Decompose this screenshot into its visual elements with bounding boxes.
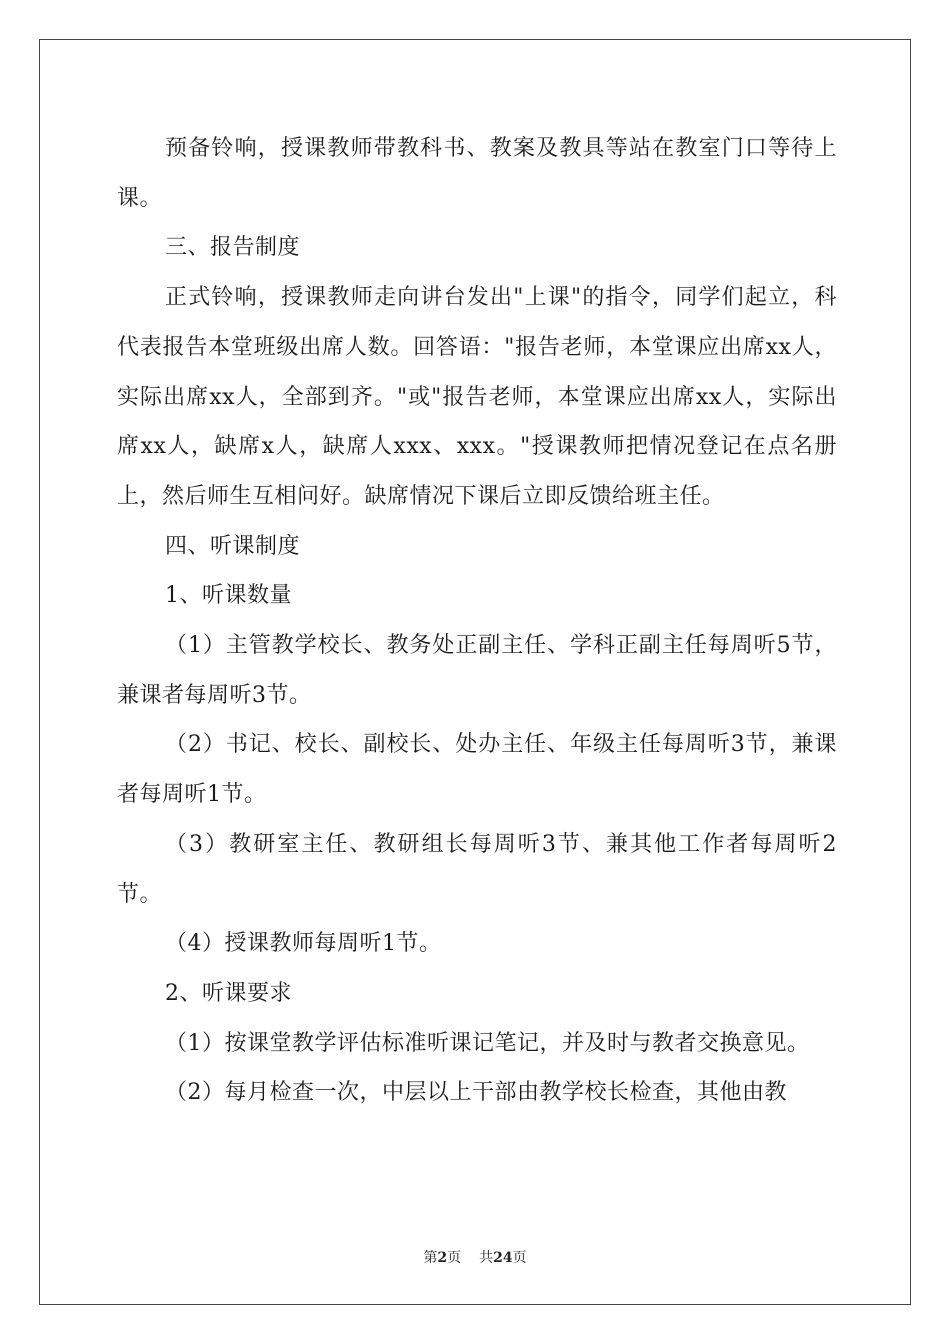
document-body [117, 124, 837, 1118]
total-suffix: 页 [512, 1250, 527, 1266]
list-item-2: （2）书记、校长、副校长、处办主任、年级主任每周听3节，兼课者每周听1节。 [117, 732, 837, 808]
requirement-item-2: （2）每月检查一次，中层以上干部由教学校长检查，其他由教 [165, 1080, 787, 1106]
section-heading-observation: 四、听课制度 [165, 533, 301, 559]
list-item-4: （4）授课教师每周听1节。 [165, 931, 442, 957]
paragraph-report-detail: 正式铃响，授课教师走向讲台发出"上课"的指令，同学们起立，科代表报告本堂班级出席人数。回答语："报告老师，本堂课应出席xx人，实际出席xx人，全部到齐。"或"报告老师，本堂课应出席xx人，实际出席xx人，缺席x人，缺席人xxx、xxx。"授课教师把情况登记在点名册上，然后师生互相问好。缺席情况下课后立即反馈给班主任。 [117, 285, 837, 509]
subheading-observation-requirements: 2、听课要求 [165, 980, 292, 1006]
requirement-item-1: （1）按课堂教学评估标准听课记笔记，并及时与教者交换意见。 [165, 1030, 810, 1056]
section-heading-report: 三、报告制度 [165, 235, 301, 261]
page-prefix: 第 [423, 1250, 438, 1266]
page-suffix: 页 [447, 1250, 462, 1266]
page-footer [0, 1247, 950, 1267]
paragraph-1: 预备铃响，授课教师带教科书、教案及教具等站在教室门口等待上课。 [117, 136, 837, 211]
total-prefix: 共 [479, 1250, 494, 1266]
list-item-1: （1）主管教学校长、教务处正副主任、学科正副主任每周听5节，兼课者每周听3节。 [117, 633, 837, 708]
subheading-observation-count: 1、听课数量 [165, 583, 292, 609]
list-item-3: （3）教研室主任、教研组长每周听3节、兼其他工作者每周听2节。 [117, 831, 837, 907]
page-current: 2 [437, 1250, 448, 1266]
total-pages: 24 [493, 1250, 513, 1266]
